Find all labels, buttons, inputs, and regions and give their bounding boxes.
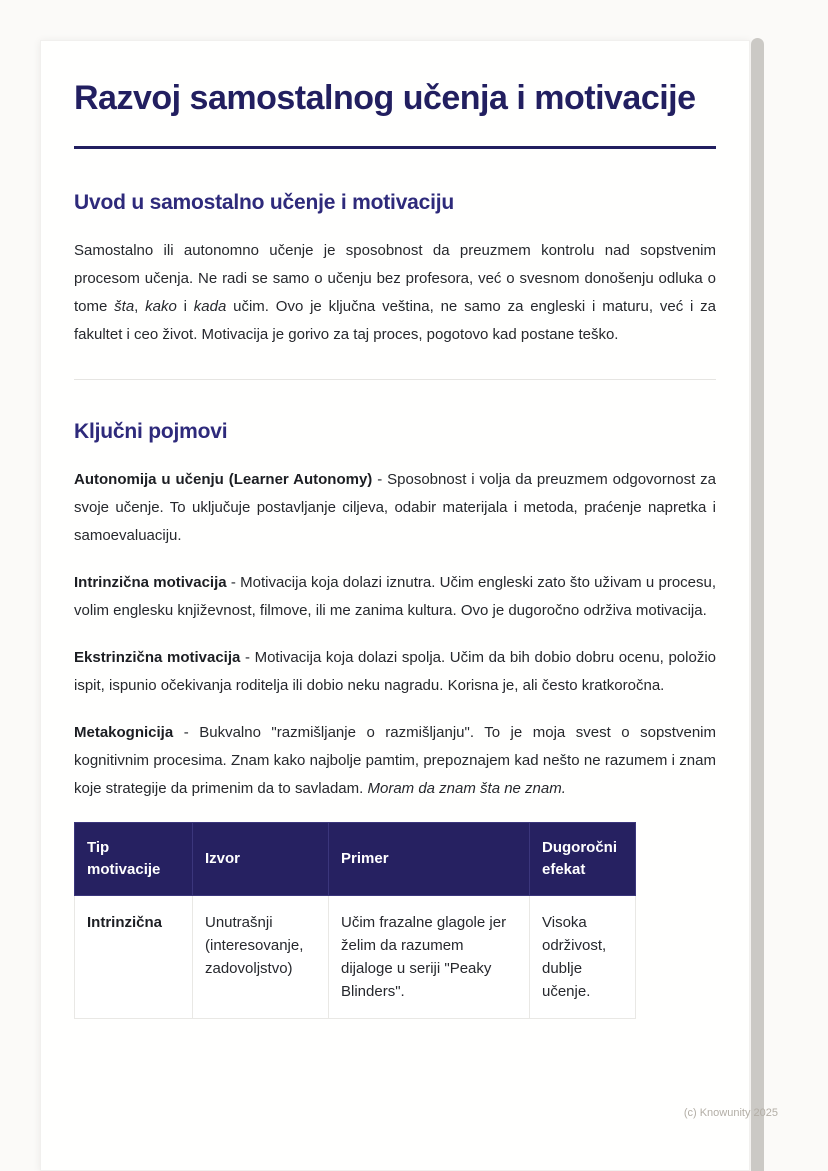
term-name: Metakognicija: [74, 724, 174, 741]
term-name: Ekstrinzična motivacija: [74, 649, 241, 666]
term-paragraph-autonomija: [74, 466, 716, 550]
term-description: Sposobnost i volja da preuzmem odgovornost za svoje učenje. To uključuje postavljanje ciljeva, odabir materijala i metoda, praćenje napretka i samoevaluaciju.: [74, 471, 716, 544]
term-name: Intrinzična motivacija: [74, 574, 227, 591]
page-title: Razvoj samostalnog učenja i motivacije: [74, 79, 696, 117]
term-separator: -: [173, 724, 200, 741]
section-intro: [74, 191, 716, 349]
italic-note: Moram da znam šta ne znam.: [367, 780, 566, 797]
term-description: Motivacija koja dolazi iznutra. Učim engleski zato što uživam u procesu, volim englesku književnost, filmove, ili me zanima kultura. Ovo je dugoročno održiva motivacija.: [74, 574, 717, 619]
motivation-table: [74, 822, 636, 1019]
section-key-terms: [74, 420, 716, 803]
term-paragraph-ekstrinzicna: [74, 644, 716, 700]
table-header-tip-motivacije: Tip motivacije: [75, 823, 193, 896]
intro-paragraph: [74, 237, 716, 349]
term-name: Autonomija u učenju (Learner Autonomy): [74, 471, 373, 488]
table-cell-primer: Učim frazalne glagole jer želim da razumem dijaloge u seriji "Peaky Blinders".: [329, 896, 530, 1019]
table-header-izvor: Izvor: [193, 823, 329, 896]
table-header-primer: Primer: [329, 823, 530, 896]
section-heading-terms: Ključni pojmovi: [74, 420, 228, 443]
term-separator: -: [240, 649, 255, 666]
text-run: ,: [134, 298, 146, 315]
italic-run: šta: [114, 298, 135, 315]
watermark: (c) Knowunity 2025: [683, 1107, 778, 1119]
text-run: učim. Ovo je ključna veština, ne samo za engleski i maturu, već i za fakultet i ceo život. Motivacija je gorivo za taj proces, pogotovo kad postane teško.: [74, 298, 716, 343]
term-separator: -: [372, 471, 388, 488]
table-header-dugorocni-efekat: Dugoročni efekat: [530, 823, 636, 896]
term-separator: -: [226, 574, 241, 591]
table-row: [75, 896, 636, 1019]
table-cell-efekat: Visoka održivost, dublje učenje.: [530, 896, 636, 1019]
document-page: [40, 40, 750, 1171]
italic-run: kada: [193, 298, 227, 315]
italic-run: kako: [145, 298, 177, 315]
term-description: Bukvalno "razmišljanje o razmišljanju". To je moja svest o sopstvenim kognitivnim procesima. Znam kako najbolje pamtim, prepoznajem kad nešto ne razumem i znam koje strategije da primenim da to savladam.: [74, 724, 716, 797]
scrollbar-thumb[interactable]: [751, 38, 764, 1171]
text-run: Samostalno ili autonomno učenje je sposobnost da preuzmem kontrolu nad sopstvenim procesom učenja. Ne radi se samo o učenju bez profesora, već o svesnom donošenju odluka o tome: [74, 242, 716, 315]
table-cell-tip: Intrinzična: [75, 896, 193, 1019]
term-paragraph-intrinzicna: [74, 569, 716, 625]
section-heading-intro: Uvod u samostalno učenje i motivaciju: [74, 191, 455, 214]
section-divider: [74, 379, 716, 380]
text-run: i: [176, 298, 194, 315]
table-cell-izvor: Unutrašnji (interesovanje, zadovoljstvo): [193, 896, 329, 1019]
term-paragraph-metakognicija: [74, 719, 716, 803]
title-rule: [74, 146, 716, 149]
term-description: Motivacija koja dolazi spolja. Učim da bih dobio dobru ocenu, položio ispit, ispunio očekivanja roditelja ili dobio neku nagradu. Korisna je, ali često kratkoročna.: [74, 649, 716, 694]
table-header-row: [75, 823, 636, 896]
